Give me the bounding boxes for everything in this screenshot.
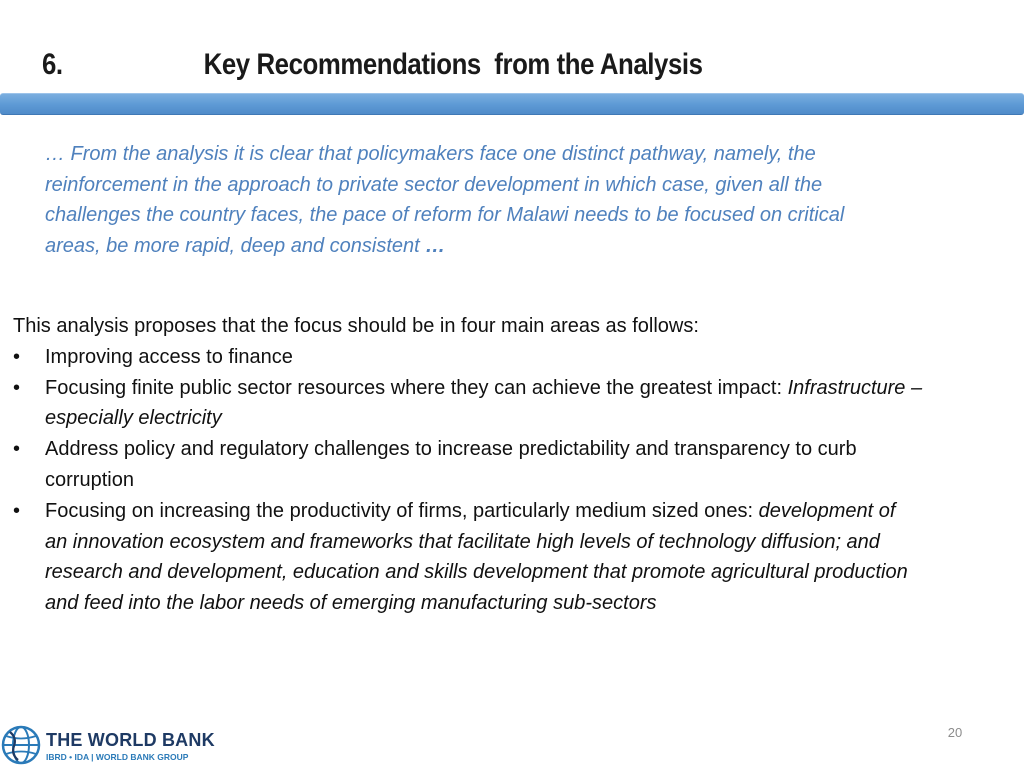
logo-subtitle: IBRD • IDA | WORLD BANK GROUP bbox=[46, 752, 189, 762]
section-number: 6. bbox=[42, 48, 63, 81]
list-item-text: Address policy and regulatory challenges to increase predictability and transparency to curb corruption bbox=[45, 438, 857, 491]
page-number: 20 bbox=[947, 725, 963, 740]
slide-title bbox=[42, 48, 816, 96]
list-item-emphasis: Infrastructure – especially electricity bbox=[45, 376, 923, 430]
quote-block bbox=[45, 139, 865, 261]
list-item-text: Focusing on increasing the productivity of firms, particularly medium sized ones: bbox=[45, 499, 759, 522]
title-text: Key Recommendations from the Analysis bbox=[203, 48, 703, 81]
globe-icon bbox=[0, 724, 42, 766]
bullet-icon: • bbox=[13, 376, 21, 399]
bullet-icon: • bbox=[13, 499, 21, 522]
list-item-emphasis: development of an innovation ecosystem and frameworks that facilitate high levels of technology diffusion; and research and development, education and skills development that promote agricultural production and feed into the labor needs of emerging manufacturing sub-sectors bbox=[45, 499, 908, 615]
list-item bbox=[13, 434, 923, 496]
list-item-text: Focusing finite public sector resources where they can achieve the greatest impact: bbox=[45, 376, 788, 399]
list-item-text: Improving access to finance bbox=[45, 345, 293, 368]
intro-text: This analysis proposes that the focus should be in four main areas as follows: bbox=[13, 315, 699, 337]
list-item bbox=[13, 496, 923, 619]
logo-name: THE WORLD BANK bbox=[46, 730, 215, 750]
list-item bbox=[13, 342, 923, 373]
recommendations-body bbox=[13, 311, 923, 619]
title-bar bbox=[0, 93, 1024, 115]
list-item bbox=[13, 373, 923, 435]
world-bank-logo bbox=[0, 722, 220, 768]
recommendations-list bbox=[13, 342, 923, 619]
quote-ellipsis: … bbox=[425, 234, 446, 257]
bullet-icon: • bbox=[13, 438, 21, 461]
quote-text: … From the analysis it is clear that policymakers face one distinct pathway, namely, the reinforcement in the approach to private sector development in which case, given all the challenges the country faces, the pace of reform for Malawi needs to be focused on critical areas, be more rapid, deep and consistent bbox=[45, 143, 845, 257]
bullet-icon: • bbox=[13, 345, 21, 368]
